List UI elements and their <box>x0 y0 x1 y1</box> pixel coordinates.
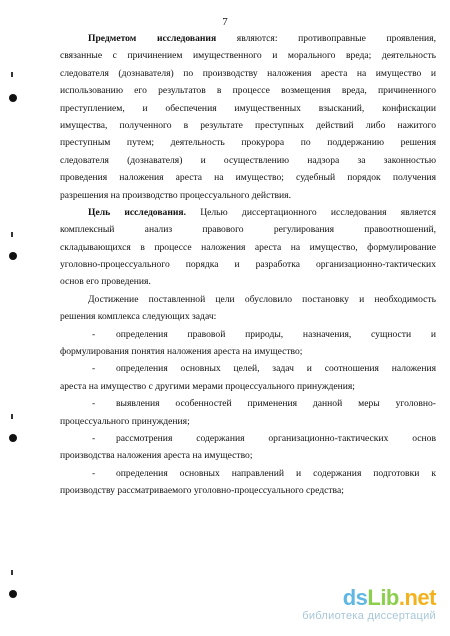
text-line: определения основных направлений и содержания подготовки к <box>116 467 436 479</box>
text-line: определения правовой природы, назначения, сущности и <box>116 328 436 340</box>
text-line: производству рассматриваемого уголовно-процессуального средства; <box>60 485 344 497</box>
text-line: складывающихся в процессе наложения ареста на имущество, формулирование <box>60 241 436 253</box>
page-number: 7 <box>222 16 228 28</box>
text-line: использованию его результатов в процессе возмещения вреда, причиненного <box>60 85 436 97</box>
dslib-watermark[interactable] <box>302 586 436 623</box>
logo-part: Lib <box>367 585 399 610</box>
text-line: формулирования понятия наложения ареста на имущество; <box>60 346 303 358</box>
text-line: следователя (дознавателя) и осуществлению надзора за законностью <box>60 154 436 166</box>
dash-marker: - <box>92 398 96 410</box>
text-line: выявления особенностей применения данной меры уголовно- <box>116 398 436 410</box>
text-line: преступлением, и обеспечения имущественных взысканий, конфискации <box>60 102 436 114</box>
dash-marker: - <box>92 363 96 375</box>
paragraph-subject <box>60 30 436 204</box>
logo-part: ds <box>342 585 368 610</box>
text-line: комплексный анализ правового регулирования правоотношений, <box>60 224 436 236</box>
list-item <box>60 430 436 447</box>
watermark-subtitle: библиотека диссертаций <box>302 610 436 622</box>
text-line: имущества, полученного в результате преступных действий либо нажитого <box>60 119 436 131</box>
text-line: определения основных целей, задач и соотношения наложения <box>116 363 436 375</box>
text-line: Целью диссертационного исследования является <box>185 206 436 218</box>
text-line: связанные с причинением имущественного и морального вреда; деятельность <box>60 50 436 62</box>
text-line: Достижение поставленной цели обусловило постановку и необходимость <box>88 293 436 305</box>
list-item <box>60 395 436 412</box>
text-line: процессуального принуждения; <box>60 415 190 427</box>
text-line: разрешения на производство процессуального действия. <box>60 189 291 201</box>
binding-mark <box>11 72 13 77</box>
text-line: ареста на имущество с другими мерами процессуального принуждения; <box>60 380 355 392</box>
text-line: решения комплекса следующих задач: <box>60 311 217 323</box>
punch-hole <box>9 94 17 102</box>
goal-heading: Цель исследования. <box>88 206 186 218</box>
text-line: основ его проведения. <box>60 276 151 288</box>
task-list <box>60 326 436 500</box>
dash-marker: - <box>92 432 96 444</box>
dash-marker: - <box>92 467 96 479</box>
dash-marker: - <box>92 328 96 340</box>
list-item <box>60 360 436 377</box>
subject-heading: Предметом исследования <box>88 33 217 44</box>
text-line: являются: противоправные проявления, <box>216 33 436 44</box>
text-line: проведения наложения ареста на имущество; судебный порядок получения <box>60 172 436 184</box>
binding-mark <box>11 414 13 419</box>
list-item <box>60 326 436 343</box>
list-item <box>60 465 436 482</box>
punch-hole <box>9 434 17 442</box>
text-line: производства наложения ареста на имущество; <box>60 450 253 462</box>
paragraph-goal <box>60 204 436 291</box>
logo-part: .net <box>398 585 436 610</box>
text-line: уголовно-процессуального порядка и разработка организационно-тактических <box>60 259 436 271</box>
punch-hole <box>9 590 17 598</box>
binding-mark <box>11 232 13 237</box>
text-line: рассмотрения содержания организационно-тактических основ <box>116 432 436 444</box>
dslib-logo <box>302 586 436 610</box>
punch-hole <box>9 252 17 260</box>
binding-mark <box>11 570 13 575</box>
text-line: следователя (дознавателя) по производству наложения ареста на имущество и <box>60 67 436 79</box>
page-body <box>60 30 436 500</box>
text-line: преступным путем; деятельность прокурора по поддержанию решения <box>60 137 436 149</box>
paragraph-tasks-intro <box>60 291 436 326</box>
